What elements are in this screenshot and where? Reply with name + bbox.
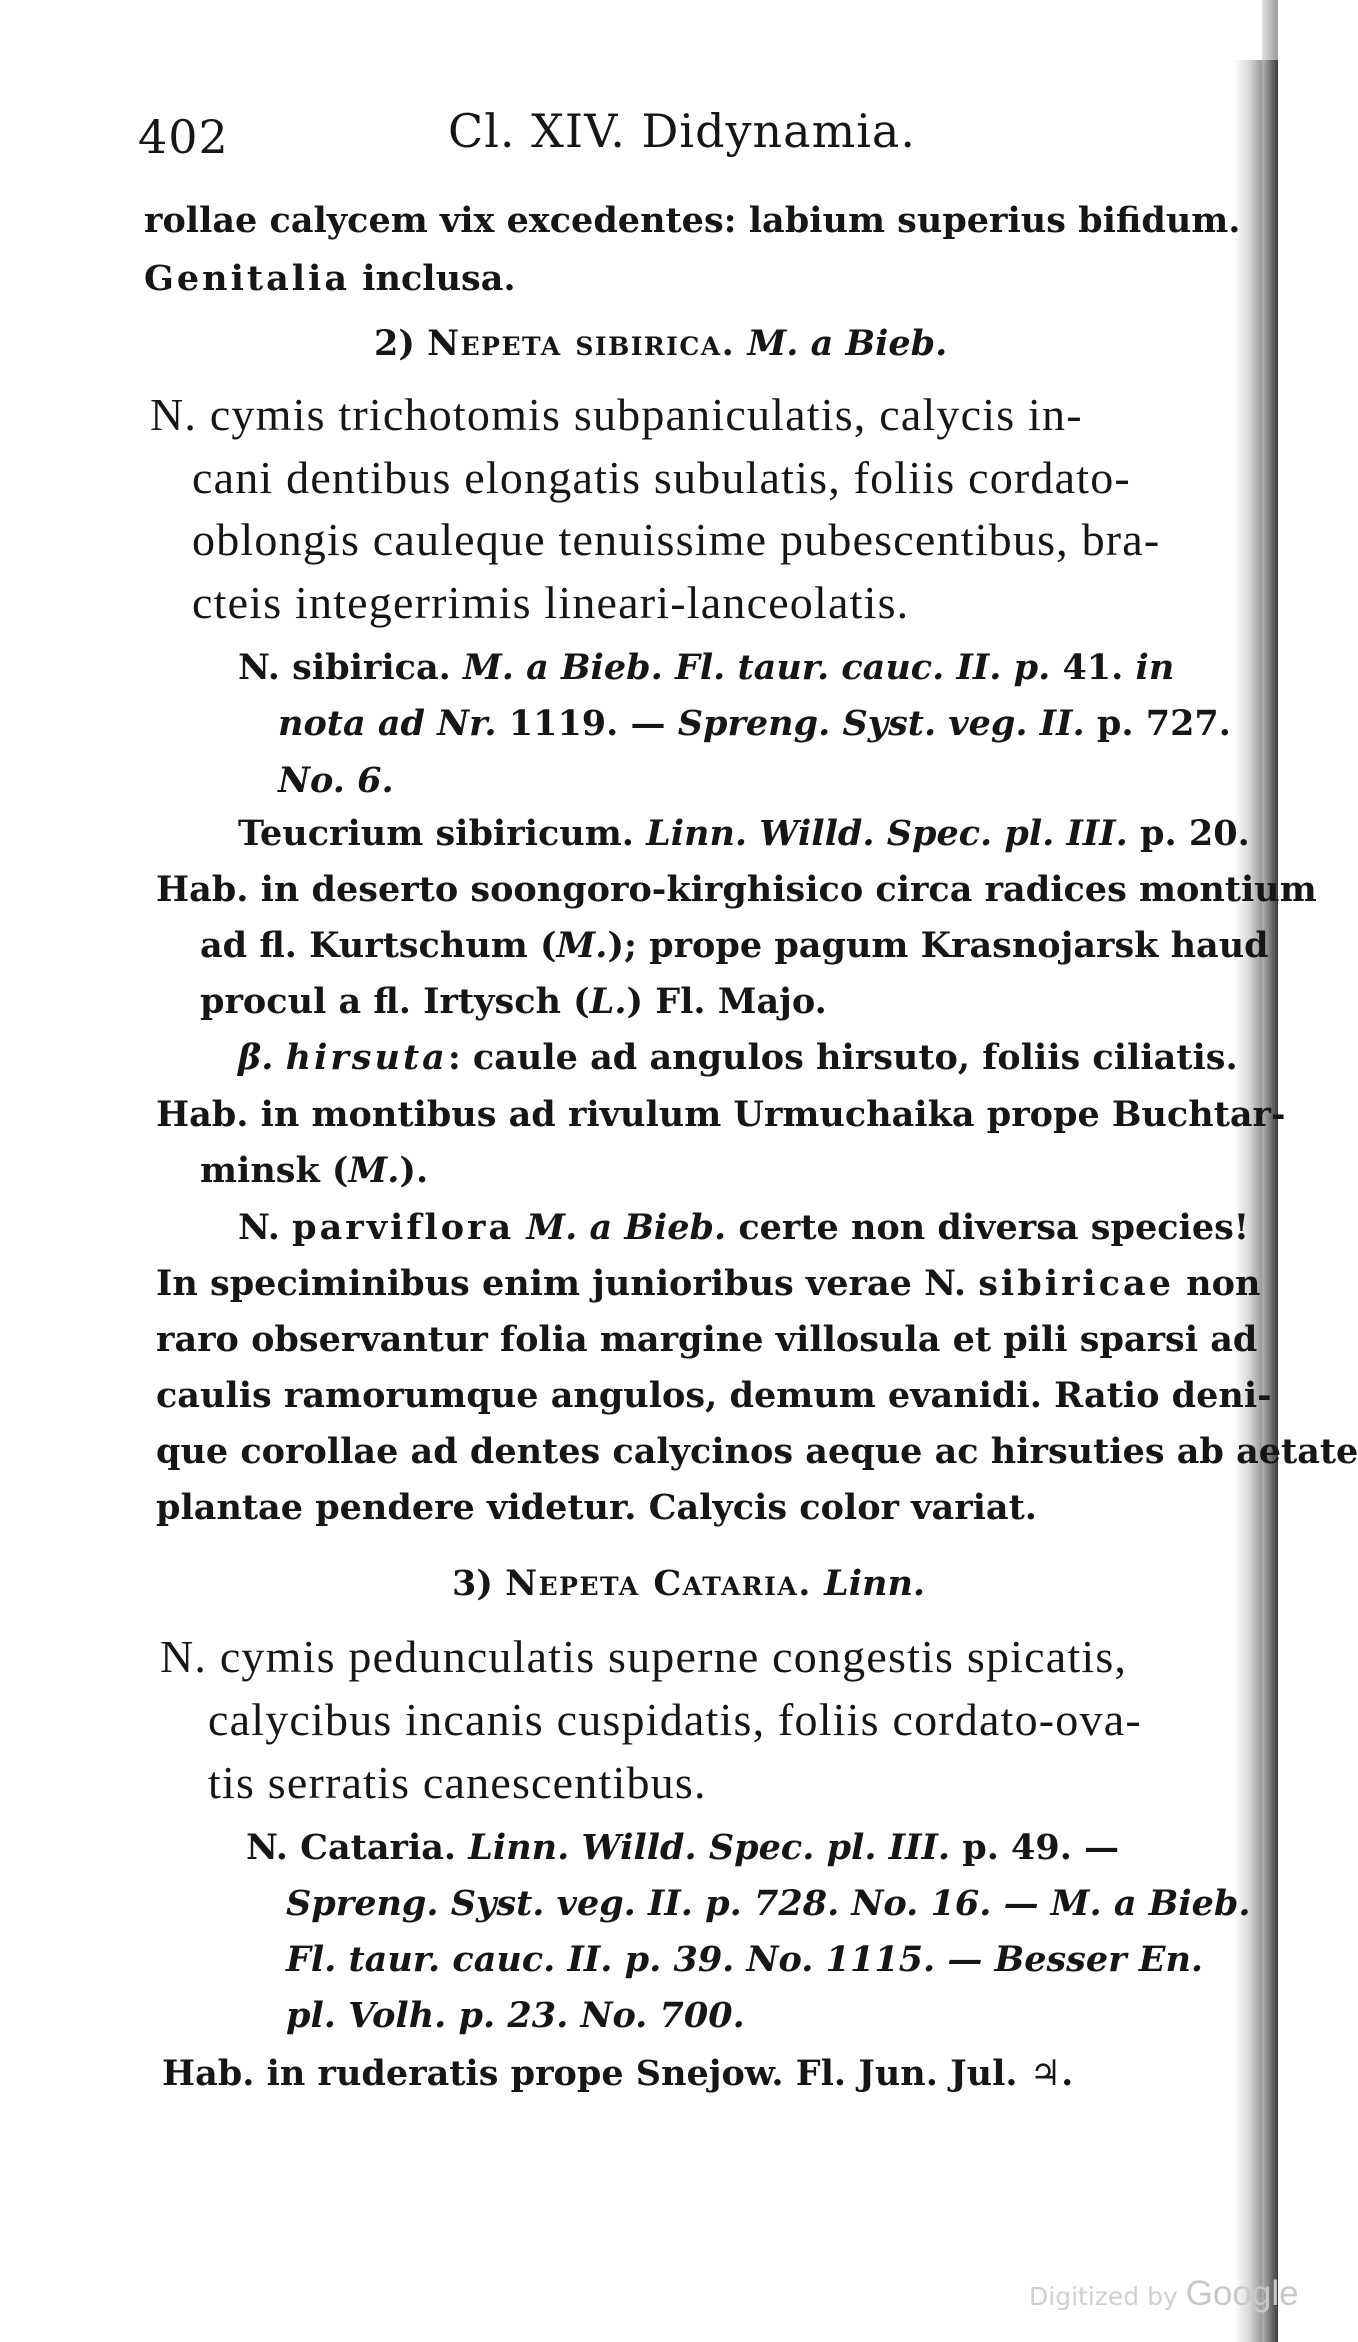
binding-edge <box>1262 0 1278 2342</box>
habitat-line: minsk (M.). <box>200 1150 429 1191</box>
variety-line: β. hirsuta: caule ad angulos hirsuto, foliis ciliatis. <box>238 1037 1238 1078</box>
reference-line: Fl. taur. cauc. II. p. 39. No. 1115. — Besser En. <box>286 1939 1204 1980</box>
synonym-line: Teucrium sibiricum. Linn. Willd. Spec. pl. III. p. 20. <box>238 813 1250 854</box>
reference-line: nota ad Nr. 1119. — Spreng. Syst. veg. II. p. 727. <box>278 703 1231 744</box>
note-line: caulis ramorumque angulos, demum evanidi. Ratio deni- <box>156 1375 1272 1416</box>
diagnosis-line: N. cymis trichotomis subpaniculatis, calycis in- <box>150 389 1083 440</box>
species-heading: 2) Nepeta sibirica. M. a Bieb. <box>374 323 948 364</box>
reference-line: Spreng. Syst. veg. II. p. 728. No. 16. — M. a Bieb. <box>286 1883 1251 1924</box>
habitat-line: procul a fl. Irtysch (L.) Fl. Majo. <box>200 981 827 1022</box>
diagnosis-line: cani dentibus elongatis subulatis, foliis cordato- <box>192 452 1131 503</box>
habitat-line: Hab. in deserto soongoro-kirghisico circa radices montium <box>156 869 1317 910</box>
diagnosis-line: oblongis cauleque tenuissime pubescentibus, bra- <box>192 514 1161 565</box>
species-heading: 3) Nepeta Cataria. Linn. <box>452 1563 926 1604</box>
reference-line: N. Cataria. Linn. Willd. Spec. pl. III. p. 49. — <box>246 1827 1120 1868</box>
note-line: que corollae ad dentes calycinos aeque ac hirsuties ab aetate <box>156 1431 1358 1472</box>
note-line: raro observantur folia margine villosula et pili sparsi ad <box>156 1319 1258 1360</box>
reference-line: N. sibirica. M. a Bieb. Fl. taur. cauc. II. p. 41. in <box>238 647 1175 688</box>
page-number: 402 <box>138 110 229 164</box>
habitat-line: Hab. in ruderatis prope Snejow. Fl. Jun. Jul. ♃. <box>162 2053 1074 2094</box>
text-line: rollae calycem vix excedentes: labium superius bifidum. <box>144 200 1241 241</box>
digitized-by-google-watermark: Digitized by Google <box>1029 2274 1299 2313</box>
note-line: plantae pendere videtur. Calycis color variat. <box>156 1487 1037 1528</box>
note-line: In speciminibus enim junioribus verae N. sibiricae non <box>156 1263 1261 1304</box>
diagnosis-line: tis serratis canescentibus. <box>208 1757 707 1808</box>
diagnosis-line: cteis integerrimis lineari-lanceolatis. <box>192 577 910 628</box>
diagnosis-line: calycibus incanis cuspidatis, foliis cordato-ova- <box>208 1694 1142 1745</box>
note-line: N. parviflora M. a Bieb. certe non diversa species! <box>238 1207 1250 1248</box>
running-title: Cl. XIV. Didynamia. <box>448 104 916 158</box>
reference-line: No. 6. <box>278 760 394 801</box>
reference-line: pl. Volh. p. 23. No. 700. <box>286 1995 745 2036</box>
habitat-line: ad fl. Kurtschum (M.); prope pagum Krasnojarsk haud <box>200 925 1269 966</box>
diagnosis-line: N. cymis pedunculatis superne congestis spicatis, <box>160 1631 1128 1682</box>
habitat-line: Hab. in montibus ad rivulum Urmuchaika prope Buchtar- <box>156 1094 1286 1135</box>
text-line: Genitalia inclusa. <box>144 258 516 299</box>
